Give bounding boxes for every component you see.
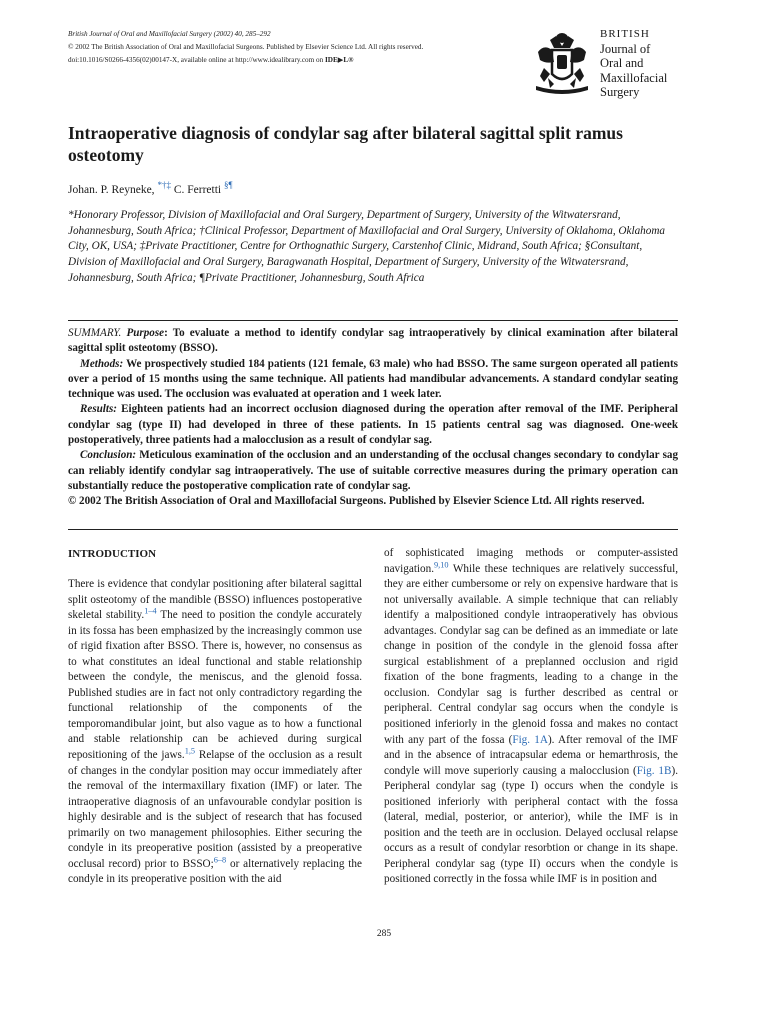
logo-line-journal: Journal of xyxy=(600,41,651,56)
logo-line-british: BRITISH xyxy=(600,28,650,40)
summary-conclusion xyxy=(68,448,678,494)
purpose-label: Purpose xyxy=(126,327,165,339)
ideal-logo-mark-tail: L® xyxy=(343,56,354,64)
journal-crest-logo xyxy=(530,28,594,100)
copyright-line: © 2002 The British Association of Oral and Maxillofacial Surgeons. Published by Elsevier Science Ltd. All rights reserved. xyxy=(68,43,424,51)
reference-9-10[interactable]: 9,10 xyxy=(434,559,449,569)
author-list xyxy=(68,180,233,196)
summary-copyright: © 2002 The British Association of Oral and Maxillofacial Surgeons. Published by Elsevier Science Ltd. All rights reserved. xyxy=(68,495,645,508)
logo-line-surgery: Surgery xyxy=(600,85,640,99)
results-text: Eighteen patients had an incorrect occlusion diagnosed during the operation after removal of the IMF. Peripheral condylar sag (type II) had developed in three of these patients. In 15 patients central sag was diagnosed. One-week postoperatively, three patients had a malocclusion as a result of condylar sag. xyxy=(68,403,678,447)
introduction-paragraph: There is evidence that condylar positioning after bilateral sagittal split osteotomy of the mandible (BSSO) influences postoperative skeletal stability.$^{1-4}$ The need to position the condyle accurately in its fossa has been emphasized by the increasingly common use of rigid fixation after BSSO. There is, however, no consensus as to what constitutes an ideal functional and stable relationship between the condyle, the meniscus, and the glenoid fossa. Published studies are in fact not only contradictory regarding the functional relationship of the components of the temporomandibular joint, but also vague as to how a functional and stable relationship can be achieved during surgical repositioning of the jaws.$^{1,5}$ Relapse of the occlusion as a result of changes in the condylar position may occur immediately after the removal of the intermaxillary fixation (IMF) or later. The intraoperative diagnosis of an unfavourable condylar position is highly desirable and is the subject of research that has focused primarily on two management philosophies. Either securing the condyle in its preoperative position (assisted by a preoperative occlusal record) prior to BSSO;$^{6-8}$ or alternatively replacing the condyle in its preoperative position with the aid xyxy=(68,578,362,886)
conclusion-text: Meticulous examination of the occlusion and an understanding of the occlusal changes secondary to condylar sag can reliably identify condylar sag intraoperatively. The use of suitable corrective measures during the primary operation can substantially reduce the postoperative complication rate of condylar sag. xyxy=(68,449,678,492)
ideal-logo-mark: IDE xyxy=(324,56,338,64)
figure-1a-link[interactable]: Fig. 1A xyxy=(512,733,548,746)
summary-label: SUMMARY. xyxy=(68,327,122,339)
body-column-left xyxy=(68,546,362,888)
logo-line-maxillofacial: Maxillofacial xyxy=(600,70,668,85)
author-ferretti-marks[interactable]: §¶ xyxy=(223,180,233,191)
results-label: Results: xyxy=(80,403,117,416)
summary-top-rule xyxy=(68,320,678,321)
logo-line-oral: Oral and xyxy=(600,56,644,70)
journal-reference xyxy=(68,28,508,67)
ideal-logo-arrow-icon: ▶ xyxy=(337,56,344,64)
methods-label: Methods: xyxy=(80,357,124,370)
author-affiliations: *Honorary Professor, Division of Maxillofacial and Oral Surgery, Department of Surgery, University of the Witwatersrand, Johannesburg, South Africa; †Clinical Professor, Department of Maxillofacial and Oral Surgery, University of Oklahoma, Oklahoma City, OK, USA; ‡Private Practitioner, Centre for Orthognathic Surgery, Carstenhof Clinic, Midrand, South Africa; §Consultant, Division of Maxillofacial and Oral Surgery, Baragwanath Hospital, Department of Surgery, University of the Witwatersrand, Johannesburg, South Africa; ¶Private Practitioner, Johannesburg, South Africa xyxy=(68,209,666,284)
article-title: Intraoperative diagnosis of condylar sag after bilateral sagittal split ramus osteotomy xyxy=(68,123,623,165)
figure-1b-link[interactable]: Fig. 1B xyxy=(636,764,672,777)
summary-bottom-rule xyxy=(68,529,678,530)
summary-methods xyxy=(68,357,678,403)
author-reyneke: Johan. P. Reyneke, xyxy=(68,184,155,196)
reference-1-4[interactable]: 1–4 xyxy=(144,606,157,616)
summary-results xyxy=(68,402,678,448)
author-ferretti: C. Ferretti xyxy=(173,184,222,196)
citation-line: British Journal of Oral and Maxillofacial Surgery (2002) 40, 285–292 xyxy=(68,30,271,38)
reference-6-8[interactable]: 6–8 xyxy=(213,855,227,865)
author-reyneke-marks[interactable]: *†‡ xyxy=(157,180,171,191)
summary-purpose xyxy=(68,326,678,357)
doi-line: doi:10.1016/S0266-4356(02)00147-X, available online at http://www.idealibrary.com on IDE▶L® xyxy=(68,56,354,64)
journal-logo-text xyxy=(600,27,667,100)
methods-text: We prospectively studied 184 patients (121 female, 63 male) who had BSSO. The same surgeon operated all patients over a period of 15 months using the same technique. All patients had mandibular advancements. A standard condylar seating technique was used. The occlusion was evaluated at operation and 1 week later. xyxy=(68,357,678,401)
reference-1-5[interactable]: 1,5 xyxy=(184,746,196,756)
purpose-text: : To evaluate a method to identify condylar sag intraoperatively by clinical examination after bilateral sagittal split osteotomy (BSSO). xyxy=(68,327,678,355)
page-number: 285 xyxy=(376,929,392,939)
introduction-heading: INTRODUCTION xyxy=(68,548,157,560)
condylar-sag-paragraph: of sophisticated imaging methods or computer-assisted navigation.$^{9,10}$ While these techniques are relatively successful, they are either cumbersome or rely on expensive hardware that is not universally available. A simple technique that can reliably identify a malpositioned condyle intraoperatively has obvious advantages. Condylar sag can be defined as an immediate or late change in position of the condyle in the glenoid fossa after surgical establishment of a preplanned occlusion and rigid fixation of the bone fragments, leading to a change in the occlusion. Condylar sag is further described as central or peripheral. Central condylar sag occurs when the condyle is positioned inferiorly in the glenoid fossa and makes no contact with any part of the fossa (Fig. 1A). After removal of the IMF and in the absence of intracapsular edema or hemarthrosis, the condyle will move superiorly causing a malocclusion (Fig. 1B). Peripheral condylar sag (type I) occurs when the condyle is positioned inferiorly with peripheral contact with the fossa (lateral, medial, posterior, or anterior), while the IMF is in position and the teeth are in occlusion. Delayed occlusal relapse occurs as a result of condylar resorbtion or change in its shape. Peripheral condylar sag (type II) occurs when the condyle is positioned correctly in the fossa while IMF is in position and xyxy=(384,547,679,886)
body-column-right xyxy=(384,546,678,888)
conclusion-label: Conclusion: xyxy=(80,449,137,462)
summary-section xyxy=(68,326,678,510)
